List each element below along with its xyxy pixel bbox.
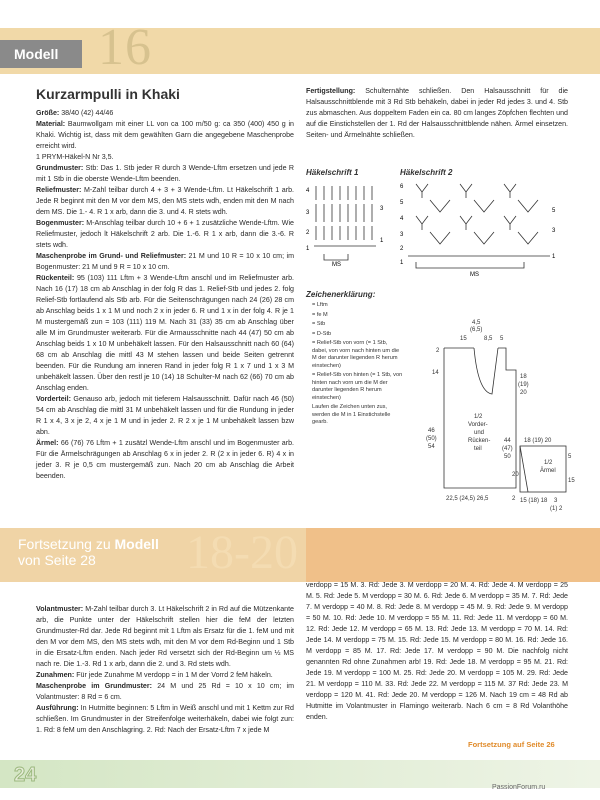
continuation-text: Für jede Zunahme M verdopp = in 1 M der Vorrd 2 feM häkeln. bbox=[74, 671, 273, 679]
instruction-paragraph bbox=[36, 251, 294, 273]
continuation-label: Volantmuster: bbox=[36, 605, 84, 613]
model-number: 16 bbox=[98, 19, 152, 76]
continuation-text: M-Zahl teilbar durch 3. Lt Häkelschrift 2 in Rd auf die Mützenkante arb, die Punkte unter der Häkelschrift stellen hier die feM der letzten Grundmuster-Rd dar. Jede Rd beginnt mit 1 Lftm als Ersatz für die 1. feM und mit den M vor dem MS, den MS stets wdh, mit den M vor dem Rd-Beginn und 1 Stb in die Ersatz-Lftm enden. Nach jeder Rd versetzt sich der Rd-Beginn um ½ MS nach re. Die 1.-3. Rd 1 x arb, dann die 2. und 3. Rd stets wdh. bbox=[36, 605, 294, 668]
schematic-measure: 5 bbox=[500, 336, 504, 342]
schematic-measure: (19) bbox=[518, 382, 529, 388]
instruction-label: Grundmuster: bbox=[36, 164, 84, 172]
instruction-paragraph bbox=[36, 152, 294, 163]
key-entry: = D-Stb bbox=[312, 330, 332, 337]
schematic-measure: 1/2 bbox=[544, 460, 553, 466]
finishing-label: Fertigstellung: bbox=[306, 87, 356, 95]
instruction-label: Rückenteil: bbox=[36, 274, 75, 282]
instruction-text: M-Zahl teilbar durch 4 + 3 + 3 Wende-Lftm. Lt Häkelschrift 1 arb. Jede R beginnt mit den M vor dem MS, den MS stets wdh, enden mit den M nach dem MS. Die 1.- 4. R 1 x arb, dann die 3. und 4. R stets wdh. bbox=[36, 186, 294, 216]
svg-text:1: 1 bbox=[552, 254, 556, 260]
instruction-paragraph bbox=[36, 108, 294, 119]
schematic-measure: 20 bbox=[512, 472, 519, 478]
instruction-label: Ärmel: bbox=[36, 439, 59, 447]
diagram-area bbox=[306, 168, 575, 512]
schematic-measure: 8,5 bbox=[484, 336, 493, 342]
instruction-text: M-Anschlag teilbar durch 10 + 6 + 1 zusätzliche Wende-Lftm. Wie Reliefmuster, jedoch lt Häkelschrift 2 arb. Die 1.-6. R 1 x arb, dann die 3.-6. R stets wdh. bbox=[36, 219, 294, 249]
key-entry: = fe M bbox=[312, 311, 328, 318]
key-entry: = Lftm bbox=[312, 302, 328, 308]
schematic-measure: Rücken- bbox=[468, 438, 491, 444]
instruction-paragraph bbox=[36, 119, 294, 152]
schematic-measure: teil bbox=[474, 446, 482, 452]
svg-text:3: 3 bbox=[552, 228, 556, 234]
instructions-left-column bbox=[36, 108, 294, 482]
key-entry: Laufen die Zeichen unten zus, werden die M in 1 Einstichstelle gearb. bbox=[312, 404, 391, 425]
key-entry: = Relief-Stb von hinten (= 1 Stb, von hinten nach vorn um die M der darunter liegenden R herum einstechen) bbox=[312, 372, 403, 401]
continuation-label: Ausführung: bbox=[36, 704, 79, 712]
continuation-model-number: 18-20 bbox=[186, 526, 298, 579]
schematic-measure: (47) bbox=[502, 446, 513, 452]
instruction-label: Vorderteil: bbox=[36, 395, 71, 403]
model-header-band bbox=[0, 28, 600, 74]
instruction-text: Baumwollgarn mit einer LL von ca 100 m/50 g: ca 350 (400) 450 g in Khaki. Wichtig ist, dass mit dem gewählten Garn die angegebene Maschenprobe erreicht wird. bbox=[36, 120, 294, 150]
instruction-label: Reliefmuster: bbox=[36, 186, 82, 194]
crochet-chart-1 bbox=[306, 186, 384, 268]
schematic-measure: 18 bbox=[520, 374, 527, 380]
svg-text:1: 1 bbox=[400, 260, 404, 266]
continuation-label: Fortsetzung zu Modell von Seite 28 bbox=[18, 536, 159, 568]
instruction-text: 66 (76) 76 Lftm + 1 zusätzl Wende-Lftm anschl und im Bogenmuster arb. Für die Ärmelschrägungen ab Anschlag 6 x in jeder 2. R (2 x in jeder 6. R) 4 x in jeder 3. R je 0,5 cm mustergemäß zun. Nach 20 cm ab Anschlag die Arbeit beenden. bbox=[36, 439, 294, 480]
continuation-left-column bbox=[36, 604, 294, 736]
instruction-paragraph bbox=[36, 185, 294, 218]
schematic-measure: 44 bbox=[504, 438, 511, 444]
continuation-text: In Hutmitte beginnen: 5 Lftm in Weiß anschl und mit 1 Kettm zur Rd schließen. Im Grundmuster in der Streifenfolge weiterhäkeln, dabei wie folgt zun: 1. Rd: 8 feM um den Anschlagring. 2. Rd: Nach der Ersatz-Lftm 7 x jede M bbox=[36, 704, 294, 734]
instruction-paragraph bbox=[36, 163, 294, 185]
diagram-title-1: Häkelschrift 1 bbox=[306, 168, 359, 177]
svg-text:5: 5 bbox=[552, 208, 556, 214]
instruction-paragraph bbox=[36, 218, 294, 251]
schematic-measure: 15 bbox=[568, 478, 575, 484]
schematic-measure: 5 bbox=[568, 454, 572, 460]
svg-text:4: 4 bbox=[400, 216, 404, 222]
schematic-measure: 15 bbox=[460, 336, 467, 342]
schematic-measure: Ärmel bbox=[540, 468, 556, 474]
svg-text:2: 2 bbox=[400, 246, 404, 252]
schematic-measure: 20 bbox=[520, 390, 527, 396]
continuation-label: Zunahmen: bbox=[36, 671, 75, 679]
svg-text:3: 3 bbox=[400, 232, 404, 238]
instruction-label: Bogenmuster: bbox=[36, 219, 85, 227]
instruction-text: Stb: Das 1. Stb jeder R durch 3 Wende-Lftm ersetzen und jede R mit 1 Stb in die oberste Wende-Lftm beenden. bbox=[36, 164, 294, 183]
instruction-paragraph bbox=[36, 438, 294, 482]
instruction-text: Genauso arb, jedoch mit tieferem Halsausschnitt. Dafür nach 46 (50) 54 cm ab Anschlag die mittl 31 M unbehäkelt lassen und für die Rundung in jeder R 1 x 4, 3 x je 2, 4 x je 1 M und in jeder 2. R 2 x je 1 M unbehäkelt lassen bzw abn. bbox=[36, 395, 294, 436]
instruction-paragraph bbox=[36, 273, 294, 394]
key-entry: = Stb bbox=[312, 321, 326, 327]
watermark: PassionForum.ru bbox=[492, 784, 546, 791]
svg-text:1: 1 bbox=[380, 238, 384, 244]
hk1-ms-label: MS bbox=[332, 262, 341, 268]
finishing-paragraph bbox=[306, 86, 568, 141]
continuation-label: Maschenprobe im Grundmuster: bbox=[36, 682, 153, 690]
schematic-measure: 2 bbox=[436, 348, 440, 354]
instructions-right-column bbox=[306, 86, 568, 141]
schematic-measure: 46 bbox=[428, 428, 435, 434]
key-title: Zeichenerklärung: bbox=[306, 290, 376, 299]
hk1-row-2: 2 bbox=[306, 230, 310, 236]
schematic-measure: 4,5 bbox=[472, 320, 481, 326]
schematic-measure: Vorder- bbox=[468, 422, 488, 428]
model-label: Modell bbox=[0, 40, 82, 68]
schematic-measure: (6,5) bbox=[470, 327, 483, 333]
instruction-text: 21 M und 10 R = 10 x 10 cm; im Bogenmuster: 21 M und 9 R = 10 x 10 cm. bbox=[36, 252, 294, 271]
svg-text:5: 5 bbox=[400, 200, 404, 206]
schematic-measure: 15 (18) 18 bbox=[520, 498, 548, 504]
finishing-text: Schulternähte schließen. Den Halsausschnitt für die Halsausschnittblende mit 3 Rd Stb behäkeln, dabei in jeder Rd jedes 3. und 4. Stb zus abmaschen. Aus doppeltem Faden ein ca. 80 cm langes Zöpfchen flechten und auf die Einstichstellen der 1. Rd der Halsausschnittblende nähen. Ärmel einsetzen. Seiten- und Ärmelnähte schließen. bbox=[306, 87, 568, 139]
continuation-text: 24 M und 25 Rd = 10 x 10 cm; im Volantmuster: 8 Rd = 6 cm. bbox=[36, 682, 295, 701]
schematic-measure: 14 bbox=[432, 370, 439, 376]
svg-text:3: 3 bbox=[380, 206, 384, 212]
svg-text:6: 6 bbox=[400, 184, 404, 190]
crochet-charts bbox=[306, 178, 574, 298]
garment-schematic bbox=[404, 318, 574, 538]
schematic-measure: 3 bbox=[554, 498, 558, 504]
continuation-paragraph bbox=[36, 681, 294, 703]
schematic-measure: und bbox=[474, 430, 485, 436]
diagram-title-2: Häkelschrift 2 bbox=[400, 168, 453, 177]
instruction-text: 1 PRYM-Häkel-N Nr 3,5. bbox=[36, 153, 114, 161]
key-entry: = Relief-Stb von vorn (= 1 Stb, dabei, von vorn nach hinten um die M der darunter liegenden R herum einstechen) bbox=[312, 340, 400, 369]
crochet-chart-2 bbox=[400, 184, 556, 278]
hk1-row-3: 3 bbox=[306, 210, 310, 216]
continued-note: Fortsetzung auf Seite 26 bbox=[468, 740, 555, 749]
instruction-label: Maschenprobe im Grund- und Reliefmuster: bbox=[36, 252, 187, 260]
svg-text:MS: MS bbox=[470, 272, 479, 278]
instruction-paragraph bbox=[36, 394, 294, 438]
instruction-text: 38/40 (42) 44/46 bbox=[59, 109, 114, 117]
instruction-label: Material: bbox=[36, 120, 66, 128]
continuation-paragraph bbox=[36, 604, 294, 670]
hk1-row-4: 4 bbox=[306, 188, 310, 194]
schematic-measure: (1) 2 bbox=[550, 506, 563, 512]
schematic-measure: 22,5 (24,5) 26,5 bbox=[446, 496, 489, 502]
schematic-measure: 54 bbox=[428, 444, 435, 450]
schematic-measure: 50 bbox=[504, 454, 511, 460]
symbol-key bbox=[312, 302, 404, 429]
continuation-paragraph bbox=[36, 670, 294, 681]
hk1-row-1: 1 bbox=[306, 246, 310, 252]
continuation-paragraph bbox=[36, 703, 294, 736]
schematic-measure: (50) bbox=[426, 436, 437, 442]
continuation-right-column: verdopp = 15 M. 3. Rd: Jede 3. M verdopp = 20 M. 4. Rd: Jede 4. M verdopp = 25 M. 5. Rd: Jede 5. M verdopp = 30 M. 6. Rd: Jede 6. M verdopp = 35 M. 7. Rd: Jede 7. M verdopp = 40 M. 8. Rd: Jede 8. M verdopp = 45 M. 9. Rd: Jede 9. M verdopp = 50 M. 10. Rd: Jede 10. M verdopp = 55 M. 11. Rd: Jede 11. M verdopp = 60 M. 12. Rd: Jede 12. M verdopp = 65 M. 13. Rd: Jede 13. M verdopp = 70 M. 14. Rd: Jede 14. M verdopp = 75 M. 15. Rd: Jede 15. M verdopp = 80 M. 16. Rd: Jede 16. M verdopp = 85 M. 17. Rd: Jede 17. M verdopp = 90 M. Die nachfolg nicht genannten Rd ohne Zunahmen arb! 19. Rd: Jede 18. M verdopp = 95 M. 21. Rd: Jede 19. M verdopp = 100 M. 25. Rd: Jede 20. M verdopp = 105 M. 29. Rd: Jede 21. M verdopp = 110 M. 33. Rd: Jede 22. M verdopp = 115 M. 37 Rd: Jede 23. M verdopp = 120 M. 41. Rd: Jede 20. M verdopp = 126 M. Nach 19 cm = 48 Rd ab Hutmitte im Volantmuster in Flamingo weiterarb. Nach 6 cm = 8 Rd Volanthöhe enden. bbox=[306, 581, 568, 721]
page-title: Kurzarmpulli in Khaki bbox=[36, 86, 180, 102]
instruction-text: 95 (103) 111 Lftm + 3 Wende-Lftm anschl und im Reliefmuster arb. Nach 16 (17) 18 cm ab Anschlag in der folg R das 1. Relief-Stb und jedes 2. folg Relief-Stb fortlaufend als Stb arb. Für die Seitenschrägungen nach 24 (26) 28 cm ab Anschlag beids 1 x 1 M und noch 2 x in jeder 6. R und 1 x in der folg 4. R je 1 M mustergemäß zun = 103 (111) 119 M. Nach 31 (33) 35 cm ab Anschlag über alle M im Grundmuster weiterarb. Für die Armausschnitte nach 44 (47) 50 cm ab Anschlag beids 1 x 10 M unbehäkelt lassen. Für den Halsausschnitt nach 60 (64) 68 cm ab Anschlag die mittl 43 M stehen lassen und beide Seiten getrennt beenden. Für die Rundung am inneren Rand in jeder folg R 1 x 7 und 1 x 3 M unbehäkelt lassen. Über den restl je 10 (14) 18 Schulter-M nach 62 (66) 70 cm ab Anschlag enden. bbox=[36, 274, 294, 392]
schematic-measure: 1/2 bbox=[474, 414, 483, 420]
schematic-measure: 2 bbox=[512, 496, 516, 502]
instruction-label: Größe: bbox=[36, 109, 60, 117]
schematic-measure: 18 (19) 20 bbox=[524, 438, 552, 444]
page-number: 24 bbox=[14, 764, 37, 786]
